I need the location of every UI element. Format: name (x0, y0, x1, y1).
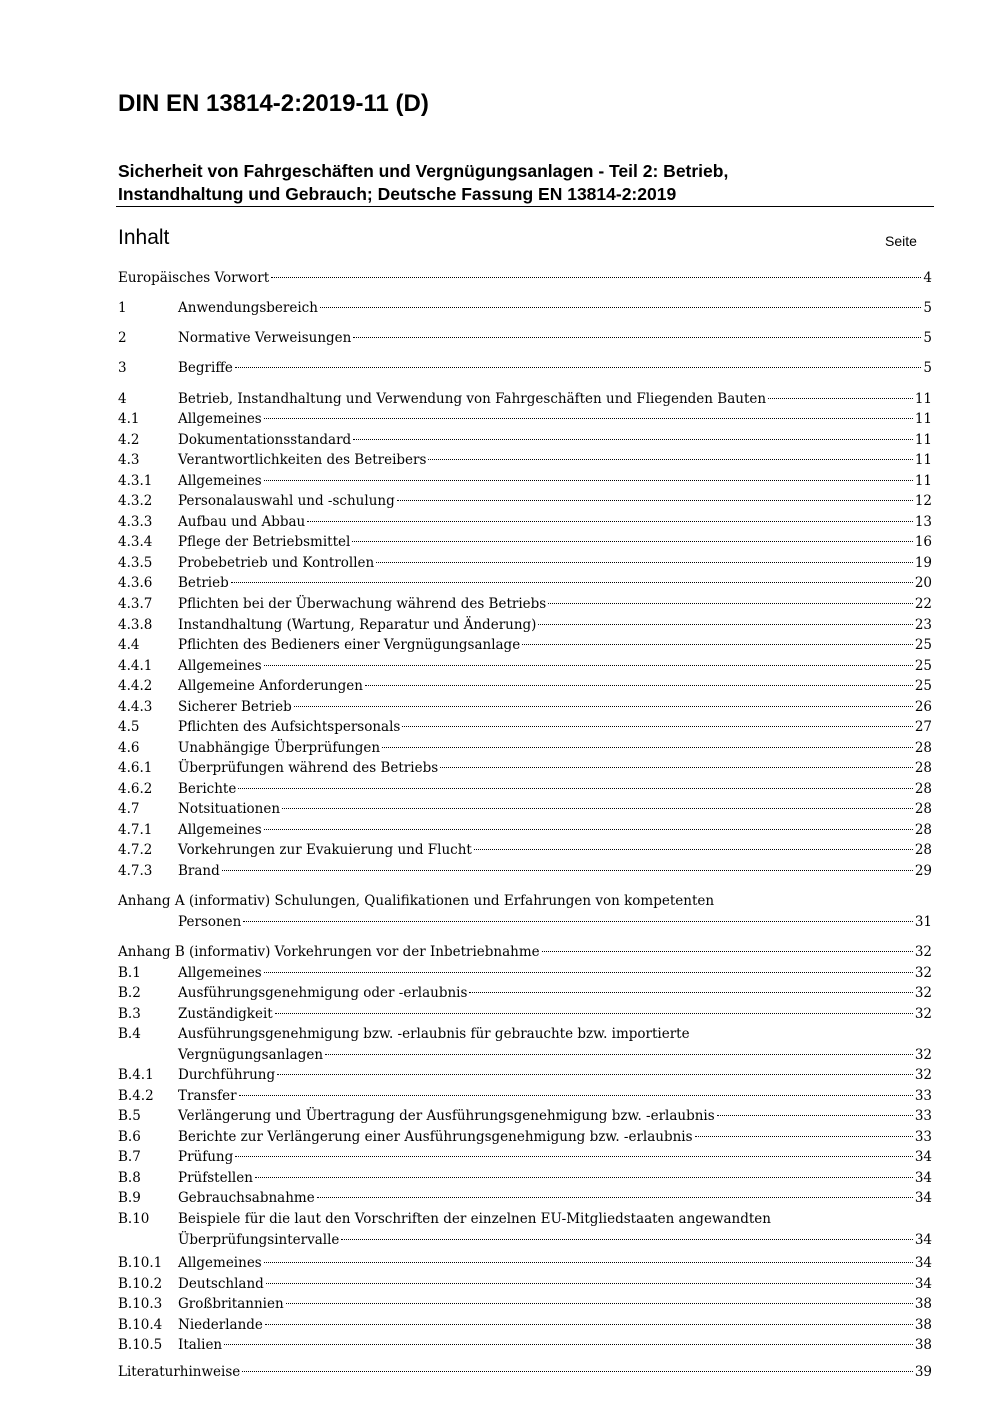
toc-entry-label: Allgemeines (178, 473, 262, 489)
toc-entry[interactable] (118, 1024, 932, 1044)
toc-entry-page: 32 (914, 985, 932, 1001)
toc-entry-number: 4.3.5 (118, 555, 153, 571)
toc-entry-label: Italien (178, 1337, 223, 1353)
toc-entry-page: 5 (923, 330, 932, 346)
toc-entry-page: 11 (914, 432, 932, 448)
toc-entry-page: 22 (914, 596, 932, 612)
toc-leader-dots (352, 541, 912, 542)
toc-entry-page: 25 (914, 637, 932, 653)
toc-entry-page: 19 (914, 555, 932, 571)
toc-entry-page: 28 (914, 822, 932, 838)
toc-entry-number: 4.2 (118, 432, 140, 448)
toc-entry-number: 4.4.1 (118, 658, 153, 674)
toc-leader-dots (542, 951, 913, 952)
toc-leader-dots (548, 603, 913, 604)
toc-leader-dots (695, 1136, 913, 1137)
toc-entry-label: Allgemeines (178, 965, 262, 981)
toc-entry-number: 4.3 (118, 452, 140, 468)
toc-entry-number: 4.3.3 (118, 514, 153, 530)
toc-entry[interactable] (118, 912, 932, 932)
toc-entry-label: Allgemeines (178, 658, 262, 674)
toc-entry[interactable] (118, 820, 932, 840)
toc-entry[interactable] (118, 635, 932, 655)
toc-entry[interactable] (118, 1274, 932, 1294)
toc-entry-number: 4.3.1 (118, 473, 153, 489)
toc-entry-number: B.10.4 (118, 1317, 163, 1333)
toc-entry-page: 16 (914, 534, 932, 550)
toc-leader-dots (277, 1074, 913, 1075)
toc-entry[interactable] (118, 298, 932, 318)
toc-entry-page: 33 (914, 1108, 932, 1124)
toc-leader-dots (255, 1177, 913, 1178)
toc-entry[interactable] (118, 450, 932, 470)
toc-leader-dots (238, 788, 912, 789)
toc-entry[interactable] (118, 491, 932, 511)
toc-entry[interactable] (118, 553, 932, 573)
toc-entry-label: Berichte zur Verlängerung einer Ausführungsgenehmigung bzw. -erlaubnis (178, 1129, 693, 1145)
toc-entry-page: 33 (914, 1088, 932, 1104)
toc-entry-label: Pflichten des Bedieners einer Vergnügungsanlage (178, 637, 521, 653)
toc-entry-number: B.9 (118, 1190, 141, 1206)
toc-entry-page: 28 (914, 740, 932, 756)
toc-entry-page: 11 (914, 391, 932, 407)
toc-entry-page: 28 (914, 760, 932, 776)
toc-leader-dots (376, 562, 913, 563)
toc-entry-label: Literaturhinweise (118, 1364, 241, 1380)
toc-entry[interactable] (118, 1147, 932, 1167)
toc-entry-label: Notsituationen (178, 801, 281, 817)
toc-entry-page: 34 (914, 1170, 932, 1186)
toc-leader-dots (224, 1344, 913, 1345)
toc-entry-number: 4 (118, 391, 127, 407)
toc-entry-number: 4.4.2 (118, 678, 153, 694)
toc-entry-number: B.3 (118, 1006, 141, 1022)
toc-leader-dots (325, 1054, 913, 1055)
toc-entry-page: 34 (914, 1190, 932, 1206)
toc-leader-dots (469, 992, 912, 993)
toc-entry-number: 4.1 (118, 411, 140, 427)
toc-entry-label: Unabhängige Überprüfungen (178, 740, 381, 756)
toc-entry-label: Pflichten des Aufsichtspersonals (178, 719, 401, 735)
toc-entry-number: B.10 (118, 1211, 150, 1227)
toc-entry-label: Anhang B (informativ) Vorkehrungen vor der Inbetriebnahme (118, 944, 540, 960)
toc-entry-page: 34 (914, 1276, 932, 1292)
toc-leader-dots (307, 521, 913, 522)
toc-leader-dots (320, 307, 921, 308)
toc-leader-dots (231, 582, 913, 583)
toc-entry-label: Vergnügungsanlagen (178, 1047, 324, 1063)
toc-entry-label: Allgemeines (178, 822, 262, 838)
toc-leader-dots (440, 767, 913, 768)
toc-leader-dots (353, 439, 913, 440)
toc-entry-page: 38 (914, 1296, 932, 1312)
toc-entry-page: 32 (914, 1047, 932, 1063)
toc-entry[interactable] (118, 512, 932, 532)
toc-entry-label: Aufbau und Abbau (178, 514, 306, 530)
toc-entry-label: Pflege der Betriebsmittel (178, 534, 351, 550)
toc-entry-label: Europäisches Vorwort (118, 270, 270, 286)
toc-entry[interactable] (118, 389, 932, 409)
toc-entry[interactable] (118, 430, 932, 450)
toc-entry[interactable] (118, 594, 932, 614)
toc-leader-dots (243, 921, 912, 922)
toc-entry[interactable] (118, 983, 932, 1003)
toc-entry-page: 5 (923, 300, 932, 316)
toc-entry-label: Anwendungsbereich (178, 300, 318, 316)
toc-leader-dots (717, 1115, 913, 1116)
toc-entry-number: 4.3.6 (118, 575, 153, 591)
toc-entry-page: 11 (914, 452, 932, 468)
toc-entry-number: B.10.2 (118, 1276, 163, 1292)
toc-entry[interactable] (118, 573, 932, 593)
toc-entry-page: 32 (914, 1067, 932, 1083)
toc-entry[interactable] (118, 1168, 932, 1188)
toc-entry-page: 38 (914, 1317, 932, 1333)
toc-leader-dots (239, 1095, 913, 1096)
toc-entry-label: Überprüfungsintervalle (178, 1232, 340, 1248)
toc-entry-number: 4.7.2 (118, 842, 153, 858)
toc-entry-page: 32 (914, 1006, 932, 1022)
toc-entry[interactable] (118, 1045, 932, 1065)
toc-entry-label: Zuständigkeit (178, 1006, 273, 1022)
toc-leader-dots (522, 644, 913, 645)
toc-entry-number: 4.3.7 (118, 596, 153, 612)
toc-leader-dots (365, 685, 913, 686)
toc-entry-label: Beispiele für die laut den Vorschriften der einzelnen EU-Mitgliedstaaten angewandten (178, 1211, 771, 1227)
toc-leader-dots (397, 500, 913, 501)
toc-entry[interactable] (118, 861, 932, 881)
toc-entry-number: B.10.1 (118, 1255, 163, 1271)
toc-entry-page: 26 (914, 699, 932, 715)
toc-entry-page: 12 (914, 493, 932, 509)
toc-entry-label: Pflichten bei der Überwachung während des Betriebs (178, 596, 547, 612)
toc-entry-page: 28 (914, 781, 932, 797)
toc-entry-label: Dokumentationsstandard (178, 432, 352, 448)
toc-entry[interactable] (118, 1335, 932, 1355)
toc-entry-label: Gebrauchsabnahme (178, 1190, 315, 1206)
toc-leader-dots (242, 1371, 913, 1372)
toc-entry-number: B.8 (118, 1170, 141, 1186)
toc-entry-page: 38 (914, 1337, 932, 1353)
toc-leader-dots (264, 418, 913, 419)
toc-entry-label: Ausführungsgenehmigung oder -erlaubnis (178, 985, 468, 1001)
toc-entry-page: 32 (914, 944, 932, 960)
toc-entry-page: 39 (914, 1364, 932, 1380)
toc-leader-dots (317, 1197, 913, 1198)
toc-entry-label: Brand (178, 863, 220, 879)
toc-entry-label: Probebetrieb und Kontrollen (178, 555, 375, 571)
toc-entry[interactable] (118, 615, 932, 635)
toc-entry-number: 1 (118, 300, 127, 316)
toc-entry-page: 11 (914, 411, 932, 427)
toc-entry[interactable] (118, 268, 932, 288)
toc-leader-dots (282, 808, 913, 809)
toc-entry[interactable] (118, 532, 932, 552)
toc-entry-page: 28 (914, 801, 932, 817)
toc-entry[interactable] (118, 891, 932, 911)
toc-leader-dots (275, 1013, 913, 1014)
toc-entry-label: Allgemeines (178, 411, 262, 427)
toc-entry-number: B.7 (118, 1149, 141, 1165)
toc-leader-dots (264, 480, 913, 481)
toc-entry-page: 34 (914, 1149, 932, 1165)
toc-entry[interactable] (118, 1106, 932, 1126)
toc-entry-label: Betrieb, Instandhaltung und Verwendung von Fahrgeschäften und Fliegenden Bauten (178, 391, 767, 407)
toc-leader-dots (382, 747, 913, 748)
toc-entry-page: 20 (914, 575, 932, 591)
toc-leader-dots (264, 829, 913, 830)
toc-entry-label: Betrieb (178, 575, 229, 591)
toc-entry-label: Vorkehrungen zur Evakuierung und Flucht (178, 842, 472, 858)
toc-leader-dots (353, 337, 921, 338)
toc-entry-page: 32 (914, 965, 932, 981)
toc-entry-number: B.6 (118, 1129, 141, 1145)
toc-entry[interactable] (118, 779, 932, 799)
toc-entry-label: Prüfung (178, 1149, 234, 1165)
toc-entry[interactable] (118, 1127, 932, 1147)
toc-entry[interactable] (118, 328, 932, 348)
toc-leader-dots (271, 277, 921, 278)
toc-entry-page: 34 (914, 1255, 932, 1271)
toc-entry-number: B.4.1 (118, 1067, 154, 1083)
toc-entry-page: 13 (914, 514, 932, 530)
toc-leader-dots (264, 1262, 913, 1263)
toc-entry-label: Allgemeines (178, 1255, 262, 1271)
toc-leader-dots (286, 1303, 913, 1304)
toc-entry-number: 4.4 (118, 637, 140, 653)
toc-entry-number: 4.3.8 (118, 617, 153, 633)
toc-leader-dots (538, 624, 912, 625)
toc-entry-label: Deutschland (178, 1276, 264, 1292)
toc-leader-dots (265, 1324, 913, 1325)
toc-entry-label: Großbritannien (178, 1296, 284, 1312)
toc-leader-dots (264, 665, 913, 666)
toc-entry-label: Ausführungsgenehmigung bzw. -erlaubnis für gebrauchte bzw. importierte (178, 1026, 690, 1042)
toc-entry-number: 4.6.1 (118, 760, 153, 776)
toc-entry-number: B.4 (118, 1026, 141, 1042)
toc-entry[interactable] (118, 1253, 932, 1273)
toc-entry[interactable] (118, 1362, 932, 1382)
toc-entry-number: 3 (118, 360, 127, 376)
toc-entry[interactable] (118, 1209, 932, 1229)
toc-entry[interactable] (118, 963, 932, 983)
toc-entry-page: 25 (914, 658, 932, 674)
toc-leader-dots (266, 1283, 913, 1284)
toc-entry-number: 2 (118, 330, 127, 346)
toc-entry-page: 28 (914, 842, 932, 858)
toc-entry[interactable] (118, 799, 932, 819)
toc-entry-page: 5 (923, 360, 932, 376)
toc-entry-number: 4.3.2 (118, 493, 153, 509)
toc-leader-dots (768, 398, 913, 399)
toc-leader-dots (341, 1239, 912, 1240)
toc-entry[interactable] (118, 656, 932, 676)
toc-entry[interactable] (118, 1230, 932, 1250)
toc-entry[interactable] (118, 1188, 932, 1208)
toc-leader-dots (235, 367, 922, 368)
toc-entry-page: 25 (914, 678, 932, 694)
toc-entry-page: 29 (914, 863, 932, 879)
toc-leader-dots (264, 972, 913, 973)
toc-entry-number: 4.3.4 (118, 534, 153, 550)
toc-entry[interactable] (118, 717, 932, 737)
toc-entry-label: Normative Verweisungen (178, 330, 352, 346)
toc-entry-number: B.10.3 (118, 1296, 163, 1312)
toc-entry-number: B.10.5 (118, 1337, 163, 1353)
toc-entry-label: Verlängerung und Übertragung der Ausführungsgenehmigung bzw. -erlaubnis (178, 1108, 715, 1124)
toc-leader-dots (402, 726, 912, 727)
subtitle-line: Instandhaltung und Gebrauch; Deutsche Fassung EN 13814-2:2019 (118, 184, 677, 204)
toc-entry-number: 4.7.1 (118, 822, 153, 838)
toc-entry-label: Prüfstellen (178, 1170, 253, 1186)
toc-entry-label: Durchführung (178, 1067, 276, 1083)
page-column-header: Seite (885, 233, 917, 249)
toc-entry[interactable] (118, 1065, 932, 1085)
toc-entry-page: 34 (914, 1232, 932, 1248)
toc-entry[interactable] (118, 409, 932, 429)
toc-entry-label: Überprüfungen während des Betriebs (178, 760, 439, 776)
toc-entry[interactable] (118, 738, 932, 758)
toc-entry[interactable] (118, 1315, 932, 1335)
toc-entry[interactable] (118, 676, 932, 696)
toc-entry-page: 33 (914, 1129, 932, 1145)
toc-entry-number: B.1 (118, 965, 141, 981)
toc-entry-number: 4.7 (118, 801, 140, 817)
toc-leader-dots (235, 1156, 913, 1157)
toc-entry[interactable] (118, 471, 932, 491)
toc-entry[interactable] (118, 358, 932, 378)
toc-entry-number: 4.6 (118, 740, 140, 756)
toc-entry[interactable] (118, 1004, 932, 1024)
toc-entry-number: B.5 (118, 1108, 141, 1124)
toc-entry-label: Sicherer Betrieb (178, 699, 292, 715)
toc-entry[interactable] (118, 942, 932, 962)
document-title: DIN EN 13814-2:2019-11 (D) (118, 90, 429, 117)
toc-entry-label: Transfer (178, 1088, 237, 1104)
toc-leader-dots (474, 849, 913, 850)
toc-entry-number: 4.4.3 (118, 699, 153, 715)
toc-entry-number: 4.6.2 (118, 781, 153, 797)
toc-entry-page: 31 (914, 914, 932, 930)
toc-entry-label: Berichte (178, 781, 237, 797)
toc-entry-label: Anhang A (informativ) Schulungen, Qualifikationen und Erfahrungen von kompetenten (118, 893, 715, 909)
toc-entry-number: 4.7.3 (118, 863, 153, 879)
toc-entry-page: 27 (914, 719, 932, 735)
toc-entry[interactable] (118, 1294, 932, 1314)
toc-entry-label: Personen (178, 914, 242, 930)
toc-heading: Inhalt (118, 226, 170, 249)
subtitle-line: Sicherheit von Fahrgeschäften und Vergnügungsanlagen - Teil 2: Betrieb, (118, 161, 729, 181)
toc-entry-label: Niederlande (178, 1317, 263, 1333)
toc-entry-label: Allgemeine Anforderungen (178, 678, 363, 694)
toc-entry-number: 4.5 (118, 719, 140, 735)
toc-entry-number: B.2 (118, 985, 141, 1001)
toc-entry[interactable] (118, 758, 932, 778)
toc-leader-dots (428, 459, 912, 460)
toc-entry-label: Personalauswahl und -schulung (178, 493, 395, 509)
toc-entry-label: Verantwortlichkeiten des Betreibers (178, 452, 427, 468)
toc-entry[interactable] (118, 840, 932, 860)
toc-leader-dots (294, 706, 913, 707)
toc-entry-label: Begriffe (178, 360, 233, 376)
toc-entry-page: 23 (914, 617, 932, 633)
toc-entry[interactable] (118, 1086, 932, 1106)
toc-entry-number: B.4.2 (118, 1088, 154, 1104)
toc-leader-dots (222, 870, 913, 871)
toc-entry-page: 11 (914, 473, 932, 489)
toc-entry-page: 4 (923, 270, 932, 286)
toc-entry-label: Instandhaltung (Wartung, Reparatur und Änderung) (178, 617, 537, 633)
toc-entry[interactable] (118, 697, 932, 717)
